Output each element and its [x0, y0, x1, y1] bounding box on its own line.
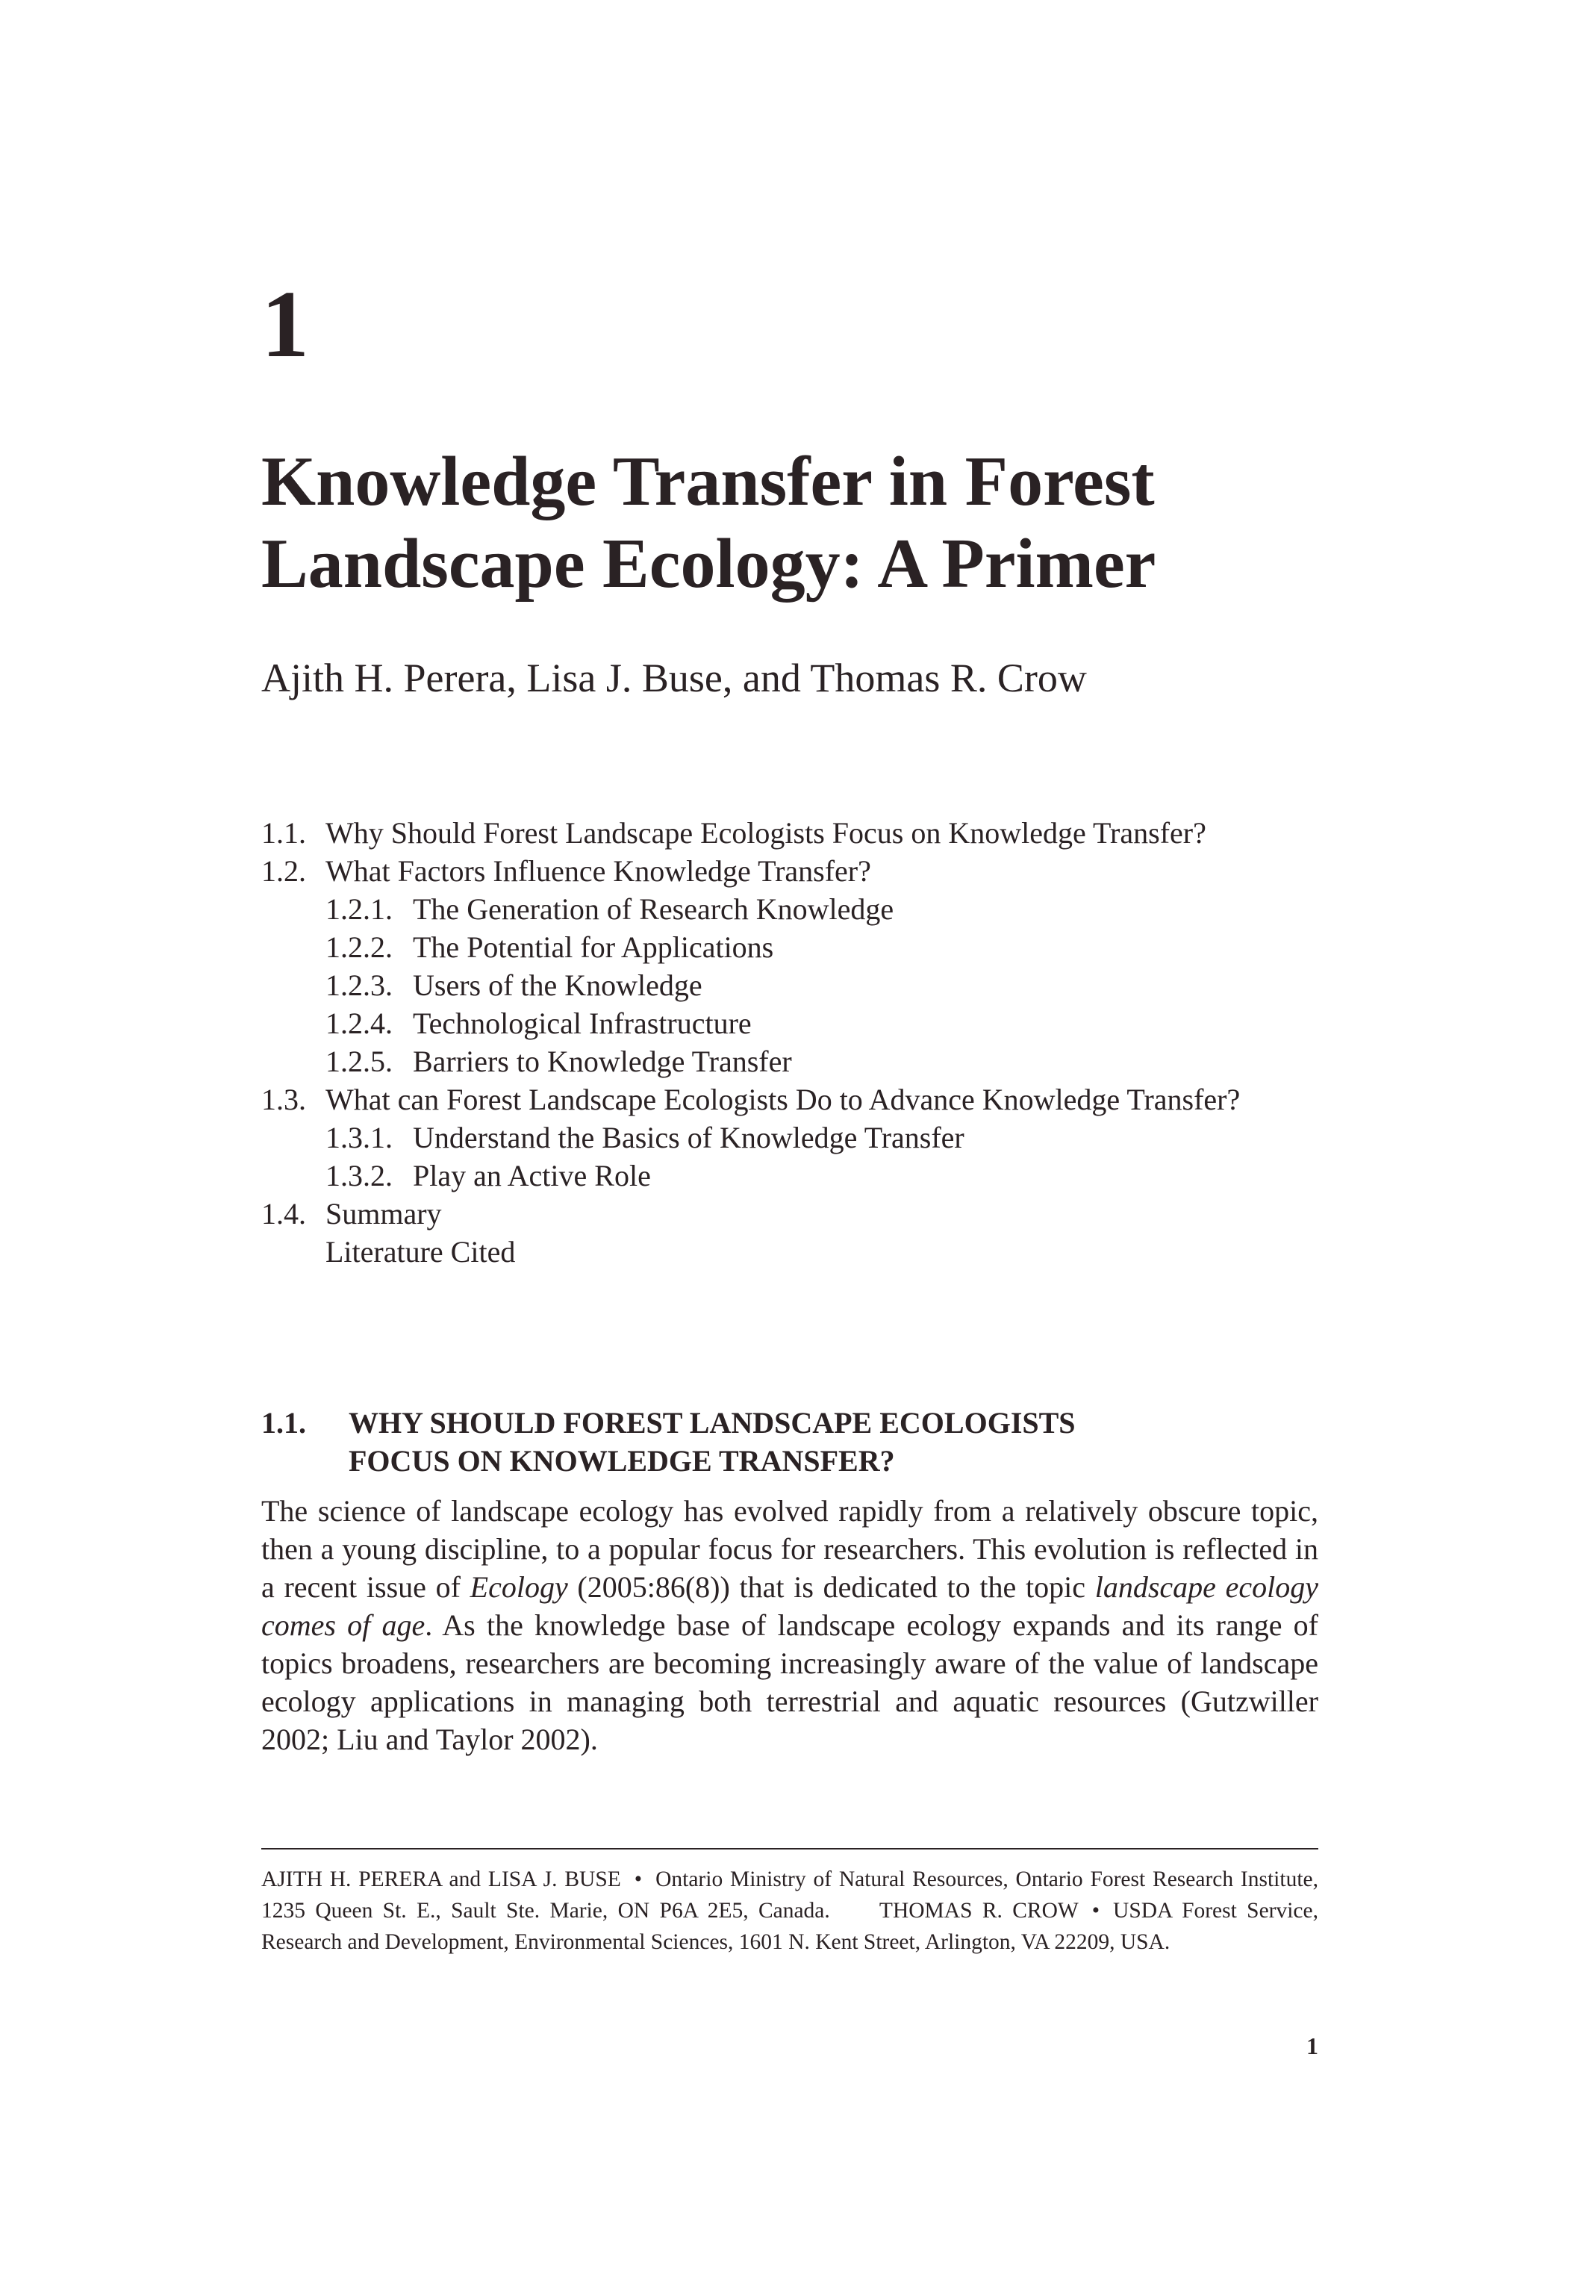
- toc-item: [261, 1080, 1381, 1119]
- toc-item: [261, 966, 1381, 1004]
- toc-number: 1.2.2.: [325, 930, 393, 964]
- toc-item: [261, 1233, 1381, 1271]
- toc-text: Understand the Basics of Knowledge Transfer: [413, 1121, 964, 1154]
- bullet-icon: •: [634, 1867, 643, 1891]
- toc-number: 1.2.: [261, 854, 306, 888]
- section-heading: [261, 1404, 1344, 1480]
- paragraph-text: (2005:86(8)) that is dedicated to the topic: [567, 1570, 1095, 1604]
- toc-item: [261, 890, 1381, 928]
- toc-number: 1.3.2.: [325, 1159, 393, 1192]
- footnote-authors: AJITH H. PERERA and LISA J. BUSE: [261, 1867, 621, 1891]
- chapter-title: [261, 441, 1381, 605]
- section-number: 1.1.: [261, 1406, 306, 1440]
- toc-text: Summary: [325, 1197, 442, 1231]
- toc-item: [261, 852, 1381, 890]
- body-paragraph: [261, 1492, 1318, 1758]
- footnote-authors: THOMAS R. CROW: [879, 1899, 1079, 1923]
- toc-number: 1.2.1.: [325, 892, 393, 926]
- footnote-divider: [261, 1848, 1318, 1849]
- chapter-authors: Ajith H. Perera, Lisa J. Buse, and Thomas R. Crow: [261, 656, 1087, 700]
- toc-text: Play an Active Role: [413, 1159, 651, 1192]
- toc-text: What Factors Influence Knowledge Transfer?: [325, 854, 871, 888]
- toc-number: 1.2.4.: [325, 1007, 393, 1040]
- toc-text: What can Forest Landscape Ecologists Do to Advance Knowledge Transfer?: [325, 1083, 1241, 1116]
- toc-item: [261, 814, 1381, 852]
- section-title-line-2: FOCUS ON KNOWLEDGE TRANSFER?: [349, 1444, 895, 1478]
- paragraph-text: The science of landscape ecology has evolved rapidly from a relatively obscure topic, then a young discipline, to a popular focus for researchers. This evolution is reflected in a recent issue of: [261, 1494, 1318, 1604]
- journal-name: Ecology: [470, 1570, 568, 1604]
- section-title-line-1: WHY SHOULD FOREST LANDSCAPE ECOLOGISTS: [349, 1406, 1076, 1440]
- toc-item: [261, 1195, 1381, 1233]
- toc-item: [261, 1004, 1381, 1042]
- toc-text: The Generation of Research Knowledge: [413, 892, 894, 926]
- toc-number: 1.1.: [261, 816, 306, 850]
- toc-item: [261, 1119, 1381, 1157]
- page-number: 1: [1306, 2032, 1318, 2059]
- topic-phrase: landscape ecology comes of age: [261, 1570, 1318, 1642]
- toc-number: 1.4.: [261, 1197, 306, 1231]
- toc-text: The Potential for Applications: [413, 930, 774, 964]
- toc-item: [261, 928, 1381, 966]
- toc-item: [261, 1157, 1381, 1195]
- chapter-contents: [261, 814, 1381, 1271]
- toc-text: Why Should Forest Landscape Ecologists Focus on Knowledge Transfer?: [325, 816, 1206, 850]
- toc-text: Users of the Knowledge: [413, 968, 702, 1002]
- footnote-affiliation: USDA Forest Service, Research and Development, Environmental Sciences, 1601 N. Kent Street, Arlington, VA 22209, USA.: [261, 1899, 1318, 1954]
- toc-number: 1.3.: [261, 1083, 306, 1116]
- toc-text: Technological Infrastructure: [413, 1007, 752, 1040]
- author-affiliations: [261, 1864, 1318, 1958]
- footnote-affiliation: Ontario Ministry of Natural Resources, Ontario Forest Research Institute, 1235 Queen St. E., Sault Ste. Marie, ON P6A 2E5, Canada.: [261, 1867, 1318, 1923]
- toc-number: 1.2.5.: [325, 1045, 393, 1078]
- toc-number: 1.3.1.: [325, 1121, 393, 1154]
- paragraph-text: . As the knowledge base of landscape ecology expands and its range of topics broadens, researchers are becoming increasingly aware of the value of landscape ecology applications in managing both terrestrial and aquatic resources (Gutzwiller 2002; Liu and Taylor 2002).: [261, 1608, 1318, 1756]
- toc-text: Barriers to Knowledge Transfer: [413, 1045, 792, 1078]
- bullet-icon: •: [1091, 1899, 1100, 1923]
- section-title: [349, 1404, 1076, 1480]
- toc-text: Literature Cited: [325, 1235, 516, 1269]
- chapter-title-line-2: Landscape Ecology: A Primer: [261, 525, 1156, 603]
- toc-item: [261, 1042, 1381, 1080]
- chapter-title-line-1: Knowledge Transfer in Forest: [261, 443, 1155, 520]
- toc-number: 1.2.3.: [325, 968, 393, 1002]
- chapter-number: 1: [261, 271, 309, 377]
